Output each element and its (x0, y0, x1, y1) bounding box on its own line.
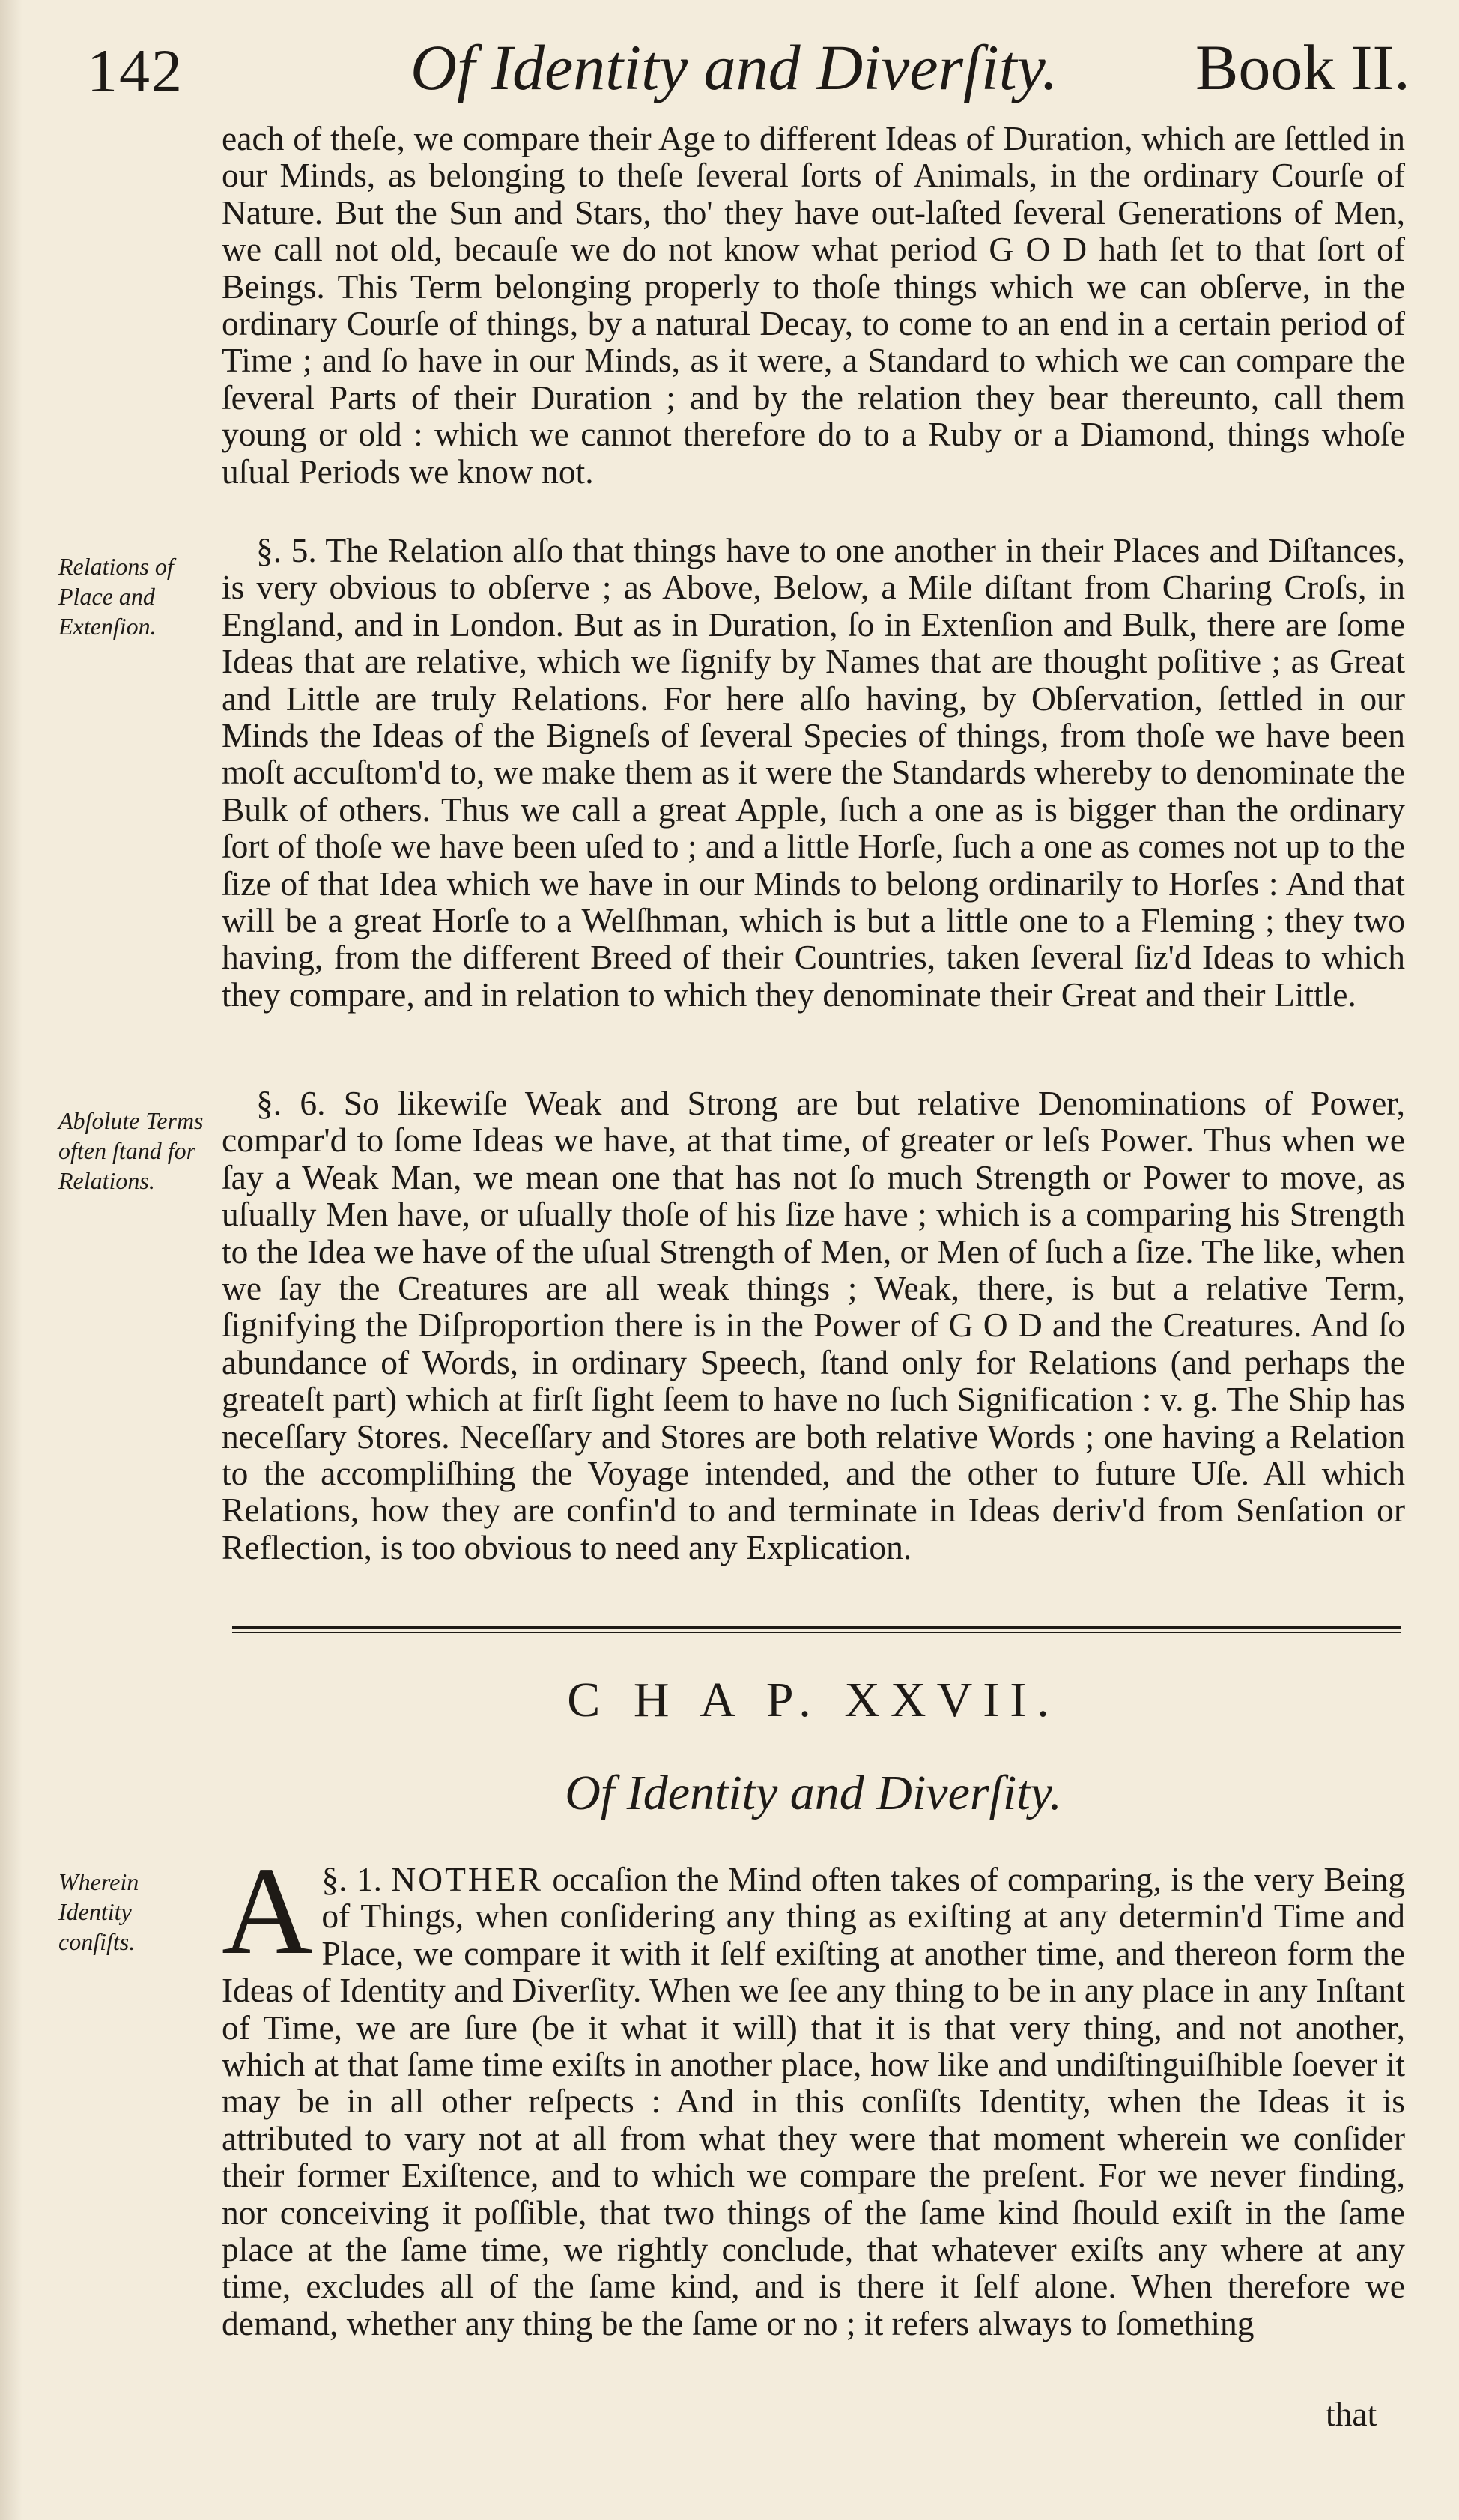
running-header (0, 22, 1459, 120)
chapter-title: Of Identity and Diverſity. (565, 1766, 1062, 1820)
section-number: §. 1. (321, 1860, 382, 1898)
lead-caps: NOTHER (391, 1860, 543, 1898)
running-title: Of Identity and Diverſity. (410, 31, 1058, 103)
paragraph-section-5 (222, 532, 1405, 1013)
paragraph-section-6 (222, 1085, 1405, 1566)
margin-note-absolute-terms: Abſolute Terms often ſtand for Relations. (58, 1107, 204, 1194)
margin-note-identity: Wherein Identity conſiſts. (58, 1868, 139, 1955)
book-label: Book II. (1195, 31, 1410, 103)
paragraph-continuation (222, 120, 1405, 490)
chapter-heading: C H A P. XXVII. (567, 1673, 1060, 1727)
page-fold-shadow (0, 0, 22, 2520)
paragraph-text: each of theſe, we compare their Age to different Ideas of Duration, which are ſettled in our Minds, as belonging to theſe ſeveral ſorts of Animals, in the ordinary Courſe of Nature. But the Sun and Stars, tho' they have out-laſted ſeveral Generations of Men, we call not old, becauſe we do not know what period G O D hath ſet to that ſort of Beings. This Term belonging properly to thoſe things which we can obſerve, in the ordinary Courſe of things, by a natural Decay, to come to an end in a certain period of Time ; and ſo have in our Minds, as it were, a Standard to which we can compare the ſeveral Parts of their Duration ; and by the relation they bear thereunto, call them young or old : which we cannot therefore do to a Ruby or a Diamond, things whoſe uſual Periods we know not. (222, 119, 1405, 491)
drop-cap: A (222, 1841, 313, 1981)
margin-note-relations-place: Relations of Place and Extenſion. (58, 553, 174, 640)
paragraph-text: §. 6. So likewiſe Weak and Strong are but relative Denominations of Power, compar'd to ſome Ideas we have, at that time, of greater or leſs Power. Thus when we ſay a Weak Man, we mean one that has not ſo much Strength or Power to move, as uſually Men have, or uſually thoſe of his ſize have ; which is a comparing his Strength to the Idea we have of the uſual Strength of Men, or Men of ſuch a ſize. The like, when we ſay the Creatures are all weak things ; Weak, there, is but a relative Term, ſignifying the Diſproportion there is in the Power of G O D and the Creatures. And ſo abundance of Words, in ordinary Speech, ſtand only for Relations (and perhaps the greateſt part) which at firſt ſight ſeem to have no ſuch Signification : v. g. The Ship has neceſſary Stores. Neceſſary and Stores are both relative Words ; one having a Relation to the accompliſhing the Voyage intended, and the other to future Uſe. All which Relations, how they are confin'd to and terminate in Ideas deriv'd from Senſation or Reflection, is too obvious to need any Explication. (222, 1084, 1405, 1566)
paragraph-section-1 (222, 1841, 1406, 2342)
paragraph-text: §. 5. The Relation alſo that things have to one another in their Places and Diſtances, is very obvious to obſerve ; as Above, Below, a Mile diſtant from Charing Croſs, in England, and in London. But as in Duration, ſo in Extenſion and Bulk, there are ſome Ideas that are relative, which we ſignify by Names that are thought poſitive ; as Great and Little are truly Relations. For here alſo having, by Obſervation, ſettled in our Minds the Ideas of the Bigneſs of ſeveral Species of things, from thoſe we have been moſt accuſtom'd to, we make them as it were the Standards whereby to denominate the Bulk of others. Thus we call a great Apple, ſuch a one as is bigger than the ordinary ſort of thoſe we have been uſed to ; and a little Horſe, ſuch a one as comes not up to the ſize of that Idea which we have in our Minds to belong ordinarily to Horſes : And that will be a great Horſe to a Welſhman, which is but a little one to a Fleming ; they two having, from the different Breed of their Countries, taken ſeveral ſiz'd Ideas to which they compare, and in relation to which they denominate their Great and their Little. (222, 531, 1405, 1014)
paragraph-text: occaſion the Mind often takes of comparing, is the very Being of Things, when conſidering any thing as exiſting at any determin'd Time and Place, we compare it with it ſelf exiſting at another time, and thereon form the Ideas of Identity and Diverſity. When we ſee any thing to be in any place in any Inſtant of Time, we are ſure (be it what it will) that it is that very thing, and not another, which at that ſame time exiſts in another place, how like and undiſtinguiſhible ſoever it may be in all other reſpects : And in this conſiſts Identity, when the Ideas it is attributed to vary not at all from what they were that moment wherein we conſider their former Exiſtence, and to which we compare the preſent. For we never finding, nor conceiving it poſſible, that two things of the ſame kind ſhould exiſt in the ſame place at the ſame time, we rightly conclude, that whatever exiſts any where at any time, excludes all of the ſame kind, and is there it ſelf alone. When therefore we demand, whether any thing be the ſame or no ; it refers always to ſomething (222, 1860, 1406, 2342)
catchword: that (1326, 2395, 1377, 2433)
chapter-divider-rule (232, 1626, 1401, 1629)
page-number: 142 (87, 37, 183, 105)
